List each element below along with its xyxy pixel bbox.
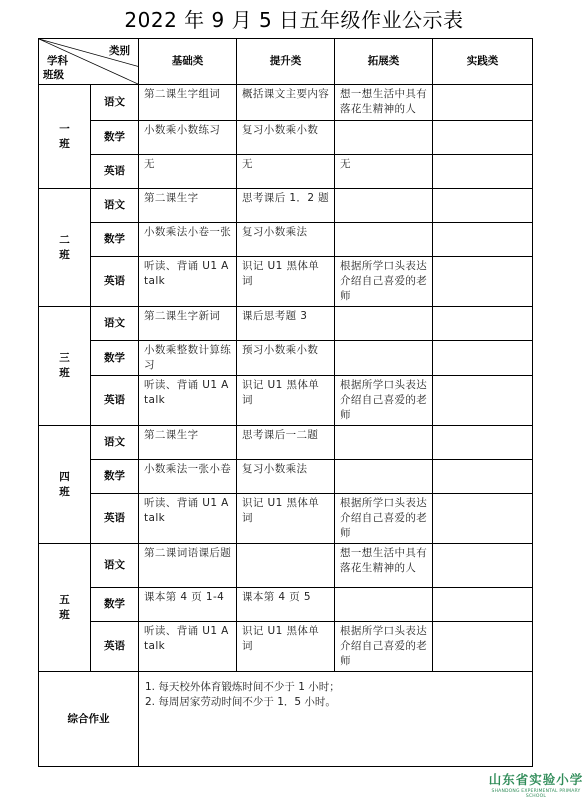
- homework-cell-extended: [335, 307, 433, 341]
- table-row: [39, 257, 533, 307]
- table-row: [39, 426, 533, 460]
- homework-cell-extended: [335, 189, 433, 223]
- homework-cell-basic: 第二课生字: [139, 189, 237, 223]
- homework-cell-practice: [433, 376, 533, 426]
- homework-cell-advanced: 思考课后一二题: [237, 426, 335, 460]
- table-row: [39, 460, 533, 494]
- homework-cell-advanced: 识记 U1 黑体单词: [237, 257, 335, 307]
- subject-cell: 数学: [91, 588, 139, 622]
- homework-cell-extended: 想一想生活中具有落花生精神的人: [335, 544, 433, 588]
- class-name-cell: 二 班: [39, 189, 91, 307]
- table-row: [39, 85, 533, 121]
- homework-cell-basic: 听读、背诵 U1 A talk: [139, 494, 237, 544]
- homework-cell-extended: 想一想生活中具有落花生精神的人: [335, 85, 433, 121]
- school-logo-watermark: [486, 770, 586, 799]
- homework-cell-basic: 课本第 4 页 1-4: [139, 588, 237, 622]
- class-name-cell: 一 班: [39, 85, 91, 189]
- homework-cell-advanced: 概括课文主要内容: [237, 85, 335, 121]
- table-row: [39, 223, 533, 257]
- table-row: [39, 155, 533, 189]
- homework-cell-basic: 第二课生字组词: [139, 85, 237, 121]
- class-name-cell: 三 班: [39, 307, 91, 426]
- table-row: [39, 307, 533, 341]
- homework-cell-basic: 无: [139, 155, 237, 189]
- homework-cell-extended: [335, 341, 433, 376]
- homework-cell-extended: 根据所学口头表达介绍自己喜爱的老师: [335, 494, 433, 544]
- homework-cell-practice: [433, 460, 533, 494]
- header-category-label: 类别: [109, 45, 130, 57]
- homework-cell-advanced: 识记 U1 黑体单词: [237, 376, 335, 426]
- homework-cell-advanced: 思考课后 1．2 题: [237, 189, 335, 223]
- summary-body: [139, 672, 533, 767]
- subject-cell: 数学: [91, 341, 139, 376]
- homework-cell-basic: 第二课词语课后题: [139, 544, 237, 588]
- homework-cell-extended: 无: [335, 155, 433, 189]
- homework-cell-basic: 小数乘法小卷一张: [139, 223, 237, 257]
- homework-cell-practice: [433, 121, 533, 155]
- homework-cell-practice: [433, 257, 533, 307]
- homework-cell-basic: 小数乘小数练习: [139, 121, 237, 155]
- column-header-practice: 实践类: [433, 39, 533, 85]
- homework-cell-practice: [433, 155, 533, 189]
- homework-cell-practice: [433, 85, 533, 121]
- homework-cell-practice: [433, 544, 533, 588]
- class-name-cell: 四 班: [39, 426, 91, 544]
- table-row: [39, 588, 533, 622]
- homework-cell-advanced: 预习小数乘小数: [237, 341, 335, 376]
- subject-cell: 英语: [91, 494, 139, 544]
- column-header-basic: 基础类: [139, 39, 237, 85]
- column-header-extended: 拓展类: [335, 39, 433, 85]
- table-row: [39, 376, 533, 426]
- subject-cell: 语文: [91, 85, 139, 121]
- homework-cell-extended: [335, 426, 433, 460]
- subject-cell: 语文: [91, 189, 139, 223]
- homework-cell-advanced: 识记 U1 黑体单词: [237, 494, 335, 544]
- homework-cell-advanced: 复习小数乘法: [237, 223, 335, 257]
- header-class-label: 班级: [43, 69, 64, 81]
- table-row: [39, 121, 533, 155]
- homework-cell-practice: [433, 307, 533, 341]
- homework-cell-advanced: 课后思考题 3: [237, 307, 335, 341]
- subject-cell: 英语: [91, 155, 139, 189]
- header-subject-label: 学科: [47, 55, 68, 67]
- table-row: [39, 494, 533, 544]
- table-row: [39, 544, 533, 588]
- homework-cell-advanced: 无: [237, 155, 335, 189]
- homework-cell-extended: 根据所学口头表达介绍自己喜爱的老师: [335, 257, 433, 307]
- homework-cell-advanced: 复习小数乘小数: [237, 121, 335, 155]
- page-title: 2022 年 9 月 5 日五年级作业公示表: [124, 8, 464, 32]
- homework-cell-practice: [433, 223, 533, 257]
- homework-cell-practice: [433, 494, 533, 544]
- homework-cell-extended: 根据所学口头表达介绍自己喜爱的老师: [335, 376, 433, 426]
- homework-cell-basic: 小数乘整数计算练习: [139, 341, 237, 376]
- homework-table: [38, 38, 533, 767]
- watermark-school-name: 山东省实验小学: [488, 772, 584, 787]
- homework-cell-practice: [433, 426, 533, 460]
- table-row: [39, 189, 533, 223]
- homework-cell-practice: [433, 189, 533, 223]
- summary-line: 1. 每天校外体育锻炼时间不少于 1 小时；: [145, 681, 340, 693]
- summary-label: 综合作业: [39, 672, 139, 767]
- subject-cell: 数学: [91, 223, 139, 257]
- summary-row: [39, 672, 533, 767]
- homework-cell-advanced: 复习小数乘法: [237, 460, 335, 494]
- homework-cell-extended: [335, 588, 433, 622]
- homework-cell-extended: [335, 460, 433, 494]
- subject-cell: 语文: [91, 426, 139, 460]
- subject-cell: 英语: [91, 376, 139, 426]
- column-header-advanced: 提升类: [237, 39, 335, 85]
- homework-cell-basic: 听读、背诵 U1 A talk: [139, 376, 237, 426]
- summary-line: 2. 每周居家劳动时间不少于 1．5 小时。: [145, 696, 336, 708]
- homework-cell-basic: 第二课生字: [139, 426, 237, 460]
- homework-cell-basic: 第二课生字新词: [139, 307, 237, 341]
- homework-cell-advanced: 识记 U1 黑体单词: [237, 622, 335, 672]
- homework-cell-advanced: 课本第 4 页 5: [237, 588, 335, 622]
- class-name-cell: 五 班: [39, 544, 91, 672]
- homework-cell-practice: [433, 588, 533, 622]
- subject-cell: 英语: [91, 257, 139, 307]
- subject-cell: 数学: [91, 460, 139, 494]
- homework-cell-basic: 听读、背诵 U1 A talk: [139, 622, 237, 672]
- diagonal-header-cell: [39, 39, 139, 85]
- homework-cell-extended: [335, 121, 433, 155]
- homework-cell-extended: 根据所学口头表达介绍自己喜爱的老师: [335, 622, 433, 672]
- homework-cell-advanced: [237, 544, 335, 588]
- homework-cell-basic: 听读、背诵 U1 A talk: [139, 257, 237, 307]
- homework-cell-extended: [335, 223, 433, 257]
- homework-cell-practice: [433, 341, 533, 376]
- homework-cell-practice: [433, 622, 533, 672]
- table-row: [39, 341, 533, 376]
- header-row: [39, 39, 533, 85]
- watermark-school-name-en: SHANDONG EXPERIMENTAL PRIMARY SCHOOL: [491, 789, 581, 799]
- subject-cell: 语文: [91, 544, 139, 588]
- subject-cell: 数学: [91, 121, 139, 155]
- subject-cell: 语文: [91, 307, 139, 341]
- table-row: [39, 622, 533, 672]
- subject-cell: 英语: [91, 622, 139, 672]
- homework-cell-basic: 小数乘法一张小卷: [139, 460, 237, 494]
